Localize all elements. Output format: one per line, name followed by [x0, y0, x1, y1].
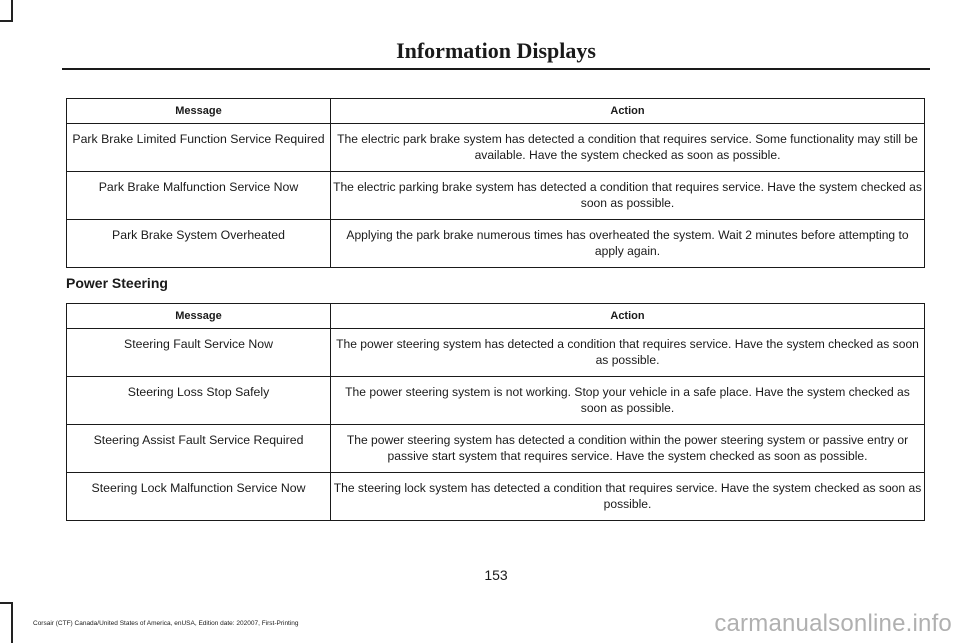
- table-row: [67, 220, 925, 268]
- table-row: [67, 124, 925, 172]
- crop-mark-bottom-left-vertical: [11, 602, 13, 643]
- message-cell: Steering Fault Service Now: [67, 329, 331, 377]
- action-cell: The steering lock system has detected a condition that requires service. Have the system checked as soon as possible.: [331, 473, 925, 521]
- action-cell: Applying the park brake numerous times has overheated the system. Wait 2 minutes before attempting to apply again.: [331, 220, 925, 268]
- watermark: carmanualsonline.info: [714, 610, 952, 637]
- section-heading-power-steering: Power Steering: [66, 275, 168, 291]
- page-number: 153: [484, 567, 508, 583]
- table-row: [67, 473, 925, 521]
- message-cell: Park Brake Malfunction Service Now: [67, 172, 331, 220]
- header-rule: [62, 68, 930, 70]
- table-row: [67, 329, 925, 377]
- action-cell: The electric park brake system has detected a condition that requires service. Some functionality may still be available. Have the system checked as soon as possible.: [331, 124, 925, 172]
- crop-mark-bottom-left-horizontal: [0, 602, 13, 604]
- park-brake-messages-table: [66, 98, 925, 268]
- column-header-action: Action: [331, 99, 925, 124]
- message-cell: Park Brake Limited Function Service Required: [67, 124, 331, 172]
- column-header-action: Action: [331, 304, 925, 329]
- table-row: [67, 377, 925, 425]
- column-header-message: Message: [67, 304, 331, 329]
- table-header-row: [67, 304, 925, 329]
- message-cell: Steering Loss Stop Safely: [67, 377, 331, 425]
- message-cell: Steering Assist Fault Service Required: [67, 425, 331, 473]
- action-cell: The power steering system is not working. Stop your vehicle in a safe place. Have the system checked as soon as possible.: [331, 377, 925, 425]
- crop-mark-top-left-horizontal: [0, 20, 13, 22]
- column-header-message: Message: [67, 99, 331, 124]
- page-title: Information Displays: [396, 38, 596, 63]
- table-row: [67, 172, 925, 220]
- action-cell: The electric parking brake system has detected a condition that requires service. Have the system checked as soon as possible.: [331, 172, 925, 220]
- message-cell: Steering Lock Malfunction Service Now: [67, 473, 331, 521]
- action-cell: The power steering system has detected a condition within the power steering system or passive entry or passive start system that requires service. Have the system checked as soon as possible.: [331, 425, 925, 473]
- power-steering-messages-table: [66, 303, 925, 521]
- table-row: [67, 425, 925, 473]
- edition-footer: Corsair (CTF) Canada/United States of America, enUSA, Edition date: 202007, First-Printing: [33, 620, 299, 627]
- action-cell: The power steering system has detected a condition that requires service. Have the system checked as soon as possible.: [331, 329, 925, 377]
- message-cell: Park Brake System Overheated: [67, 220, 331, 268]
- table-header-row: [67, 99, 925, 124]
- crop-mark-top-left-vertical: [11, 0, 13, 22]
